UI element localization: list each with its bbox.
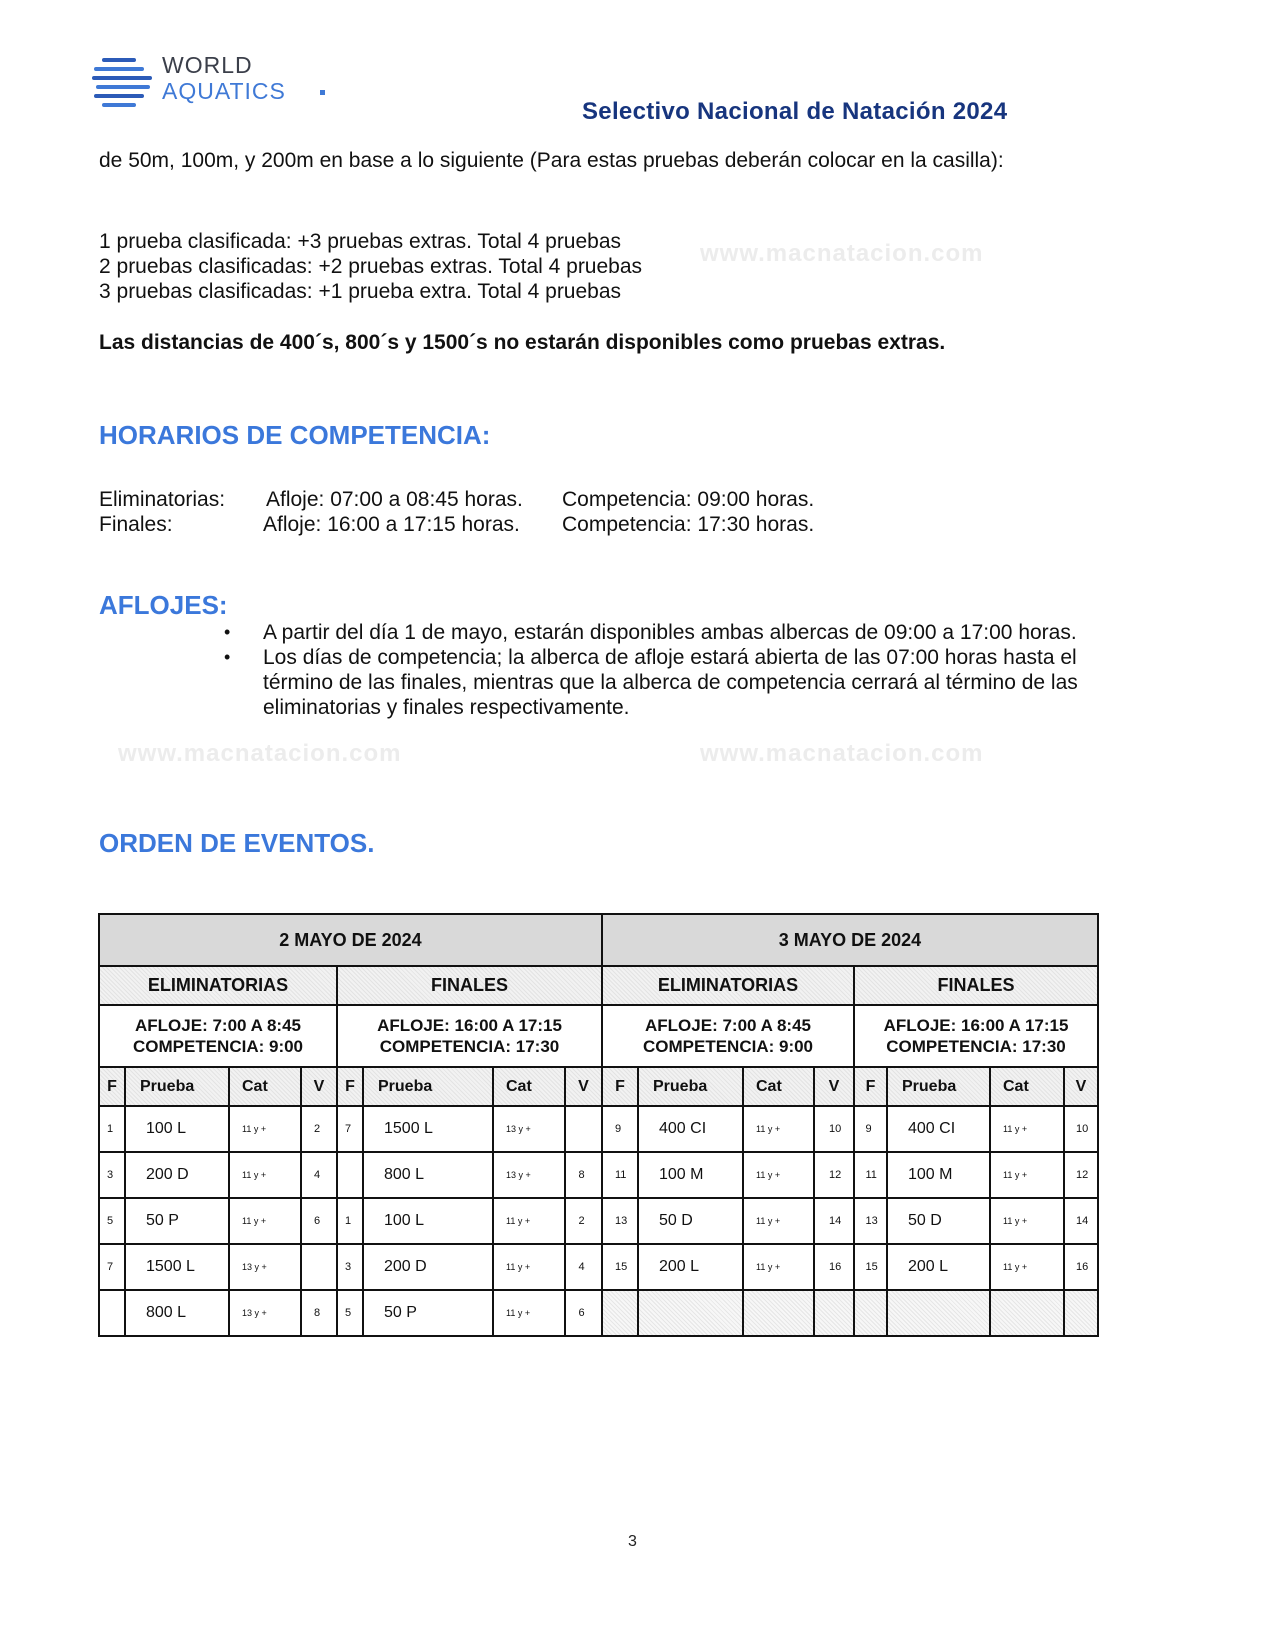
final-number-cell xyxy=(337,1198,363,1244)
final-number-cell-value: 11 xyxy=(615,1169,627,1181)
final-number-cell-value: 1 xyxy=(107,1123,114,1135)
column-header-f: F xyxy=(99,1067,125,1106)
heat-number-cell xyxy=(1064,1152,1098,1198)
logo-mark-icon xyxy=(92,56,154,108)
final-number-cell xyxy=(337,1244,363,1290)
logo-word-world: WORLD xyxy=(162,52,253,78)
horarios-label-finales: Finales: xyxy=(99,513,173,536)
afloje-time: AFLOJE: 7:00 A 8:45 xyxy=(135,1016,301,1035)
category-cell: 11 y + xyxy=(990,1106,1064,1152)
table-row xyxy=(99,1106,1098,1152)
heat-number-cell xyxy=(1064,1244,1098,1290)
prueba-cell: 800 L xyxy=(363,1152,493,1198)
column-header-cat: Cat xyxy=(990,1067,1064,1106)
category-cell: 11 y + xyxy=(743,1106,814,1152)
heat-number-cell-value: 12 xyxy=(829,1169,842,1181)
bullet-icon: • xyxy=(224,622,231,642)
prueba-cell: 100 M xyxy=(638,1152,743,1198)
day-header-2: 3 MAYO DE 2024 xyxy=(602,914,1098,966)
column-header-cat: Cat xyxy=(229,1067,301,1106)
heat-number-cell xyxy=(814,1198,854,1244)
heat-number-cell-value: 14 xyxy=(829,1215,842,1227)
horarios-afloje-finales: Afloje: 16:00 a 17:15 horas. xyxy=(263,513,520,536)
category-cell: 11 y + xyxy=(229,1198,301,1244)
prueba-cell: 1500 L xyxy=(363,1106,493,1152)
table-row xyxy=(99,1244,1098,1290)
horarios-block xyxy=(99,487,999,547)
watermark: www.macnatacion.com xyxy=(118,740,402,767)
afloje-time: AFLOJE: 16:00 A 17:15 xyxy=(377,1016,562,1035)
heat-number-cell-value: 12 xyxy=(1076,1169,1089,1181)
final-number-cell-value: 13 xyxy=(615,1215,628,1227)
heat-number-cell-value: 4 xyxy=(578,1261,585,1273)
category-cell: 11 y + xyxy=(990,1198,1064,1244)
prueba-cell: 200 L xyxy=(638,1244,743,1290)
final-number-cell xyxy=(602,1290,638,1336)
category-cell: 11 y + xyxy=(743,1152,814,1198)
prueba-cell: 1500 L xyxy=(125,1244,229,1290)
final-number-cell xyxy=(602,1152,638,1198)
column-header-cat: Cat xyxy=(493,1067,565,1106)
column-header-f: F xyxy=(337,1067,363,1106)
competencia-time: COMPETENCIA: 9:00 xyxy=(132,1037,304,1056)
final-number-cell xyxy=(337,1152,363,1198)
prueba-cell: 100 L xyxy=(363,1198,493,1244)
category-cell xyxy=(743,1290,814,1336)
column-header-prueba: Prueba xyxy=(638,1067,743,1106)
aflojes-item-2: Los días de competencia; la alberca de afloje estará abierta de las 07:00 horas hasta el término de las finales, mientras que la alberca de competencia cerrará al término de las eliminatorias y finales respectivamente. xyxy=(263,646,1078,719)
category-cell: 11 y + xyxy=(493,1244,565,1290)
section-title-horarios: HORARIOS DE COMPETENCIA: xyxy=(99,420,491,450)
heat-number-cell xyxy=(1064,1106,1098,1152)
heat-number-cell xyxy=(301,1290,337,1336)
category-cell: 11 y + xyxy=(743,1198,814,1244)
column-header-prueba: Prueba xyxy=(887,1067,990,1106)
heat-number-cell xyxy=(565,1106,602,1152)
phase-header-finales-2: FINALES xyxy=(854,966,1098,1005)
heat-number-cell xyxy=(565,1152,602,1198)
category-cell: 11 y + xyxy=(990,1244,1064,1290)
heat-number-cell xyxy=(814,1152,854,1198)
final-number-cell-value: 5 xyxy=(107,1215,114,1227)
category-cell: 11 y + xyxy=(493,1290,565,1336)
final-number-cell xyxy=(854,1244,887,1290)
table-row xyxy=(99,1152,1098,1198)
final-number-cell-value: 11 xyxy=(865,1169,877,1181)
final-number-cell-value: 1 xyxy=(345,1215,352,1227)
prueba-cell: 800 L xyxy=(125,1290,229,1336)
final-number-cell xyxy=(602,1106,638,1152)
heat-number-cell-value: 2 xyxy=(314,1123,321,1135)
prueba-cell: 100 L xyxy=(125,1106,229,1152)
competencia-time: COMPETENCIA: 17:30 xyxy=(379,1037,560,1056)
world-aquatics-logo xyxy=(92,52,332,112)
rule-line-3: 3 pruebas clasificadas: +1 prueba extra. Total 4 pruebas xyxy=(99,280,622,303)
final-number-cell xyxy=(337,1290,363,1336)
final-number-cell xyxy=(99,1244,125,1290)
final-number-cell-value: 9 xyxy=(865,1123,872,1135)
bullet-icon: • xyxy=(224,647,231,667)
category-cell: 13 y + xyxy=(229,1244,301,1290)
phase-header-eliminatorias-2: ELIMINATORIAS xyxy=(602,966,854,1005)
final-number-cell xyxy=(854,1290,887,1336)
heat-number-cell-value: 16 xyxy=(1076,1261,1089,1273)
column-header-cat: Cat xyxy=(743,1067,814,1106)
heat-number-cell-value: 16 xyxy=(829,1261,842,1273)
final-number-cell-value: 15 xyxy=(865,1261,878,1273)
notice-text: Las distancias de 400´s, 800´s y 1500´s no estarán disponibles como pruebas extras. xyxy=(99,331,946,354)
final-number-cell-value: 9 xyxy=(615,1123,622,1135)
category-cell: 13 y + xyxy=(229,1290,301,1336)
heat-number-cell xyxy=(565,1244,602,1290)
list-item xyxy=(224,620,1084,645)
table-row xyxy=(99,1290,1098,1336)
horarios-label-eliminatorias: Eliminatorias: xyxy=(99,488,226,511)
heat-number-cell-value: 10 xyxy=(1076,1123,1089,1135)
prueba-cell xyxy=(887,1290,990,1336)
aflojes-list xyxy=(224,620,1084,720)
final-number-cell-value: 7 xyxy=(345,1123,352,1135)
final-number-cell xyxy=(99,1106,125,1152)
category-cell: 13 y + xyxy=(493,1152,565,1198)
prueba-cell: 200 D xyxy=(363,1244,493,1290)
events-table xyxy=(98,913,1099,1337)
competencia-time: COMPETENCIA: 17:30 xyxy=(886,1037,1066,1056)
rule-line-2: 2 pruebas clasificadas: +2 pruebas extras. Total 4 pruebas xyxy=(99,255,643,278)
prueba-cell: 100 M xyxy=(887,1152,990,1198)
heat-number-cell xyxy=(301,1106,337,1152)
time-cell xyxy=(99,1005,337,1067)
horarios-afloje-eliminatorias: Afloje: 07:00 a 08:45 horas. xyxy=(266,488,523,511)
final-number-cell-value: 5 xyxy=(345,1307,352,1319)
category-cell: 11 y + xyxy=(743,1244,814,1290)
heat-number-cell xyxy=(814,1106,854,1152)
final-number-cell xyxy=(854,1198,887,1244)
prueba-cell: 50 D xyxy=(638,1198,743,1244)
final-number-cell xyxy=(854,1152,887,1198)
final-number-cell xyxy=(602,1198,638,1244)
prueba-cell: 50 D xyxy=(887,1198,990,1244)
heat-number-cell xyxy=(565,1198,602,1244)
final-number-cell-value: 7 xyxy=(107,1261,114,1273)
section-title-aflojes: AFLOJES: xyxy=(99,590,228,620)
column-header-v: V xyxy=(814,1067,854,1106)
final-number-cell-value: 15 xyxy=(615,1261,628,1273)
column-header-f: F xyxy=(602,1067,638,1106)
category-cell: 11 y + xyxy=(493,1198,565,1244)
watermark: www.macnatacion.com xyxy=(700,740,984,767)
heat-number-cell xyxy=(301,1152,337,1198)
category-cell: 11 y + xyxy=(229,1106,301,1152)
category-cell: 13 y + xyxy=(493,1106,565,1152)
column-header-f: F xyxy=(854,1067,887,1106)
heat-number-cell xyxy=(565,1290,602,1336)
afloje-time: AFLOJE: 16:00 A 17:15 xyxy=(883,1016,1069,1035)
heat-number-cell xyxy=(814,1290,854,1336)
category-cell xyxy=(990,1290,1064,1336)
prueba-cell: 400 CI xyxy=(638,1106,743,1152)
category-cell: 11 y + xyxy=(990,1152,1064,1198)
heat-number-cell-value: 2 xyxy=(578,1215,585,1227)
final-number-cell-value: 13 xyxy=(865,1215,878,1227)
heat-number-cell-value: 4 xyxy=(314,1169,321,1181)
column-header-v: V xyxy=(301,1067,337,1106)
section-title-orden: ORDEN DE EVENTOS. xyxy=(99,828,375,858)
watermark: www.macnatacion.com xyxy=(700,240,984,267)
heat-number-cell xyxy=(301,1198,337,1244)
prueba-cell: 200 L xyxy=(887,1244,990,1290)
prueba-cell: 400 CI xyxy=(887,1106,990,1152)
heat-number-cell xyxy=(1064,1290,1098,1336)
time-cell xyxy=(337,1005,602,1067)
horarios-competencia-finales: Competencia: 17:30 horas. xyxy=(562,513,815,536)
heat-number-cell-value: 6 xyxy=(314,1215,321,1227)
column-header-prueba: Prueba xyxy=(363,1067,493,1106)
rule-line-1: 1 prueba clasificada: +3 pruebas extras. Total 4 pruebas xyxy=(99,230,622,253)
time-cell xyxy=(602,1005,854,1067)
header-title: Selectivo Nacional de Natación 2024 xyxy=(582,98,1008,125)
heat-number-cell-value: 6 xyxy=(578,1307,585,1319)
prueba-cell xyxy=(638,1290,743,1336)
final-number-cell xyxy=(99,1290,125,1336)
heat-number-cell xyxy=(301,1244,337,1290)
column-header-v: V xyxy=(1064,1067,1098,1106)
prueba-cell: 50 P xyxy=(363,1290,493,1336)
final-number-cell xyxy=(99,1152,125,1198)
table-row xyxy=(99,1198,1098,1244)
prueba-cell: 200 D xyxy=(125,1152,229,1198)
final-number-cell-value: 3 xyxy=(107,1169,114,1181)
heat-number-cell xyxy=(1064,1198,1098,1244)
final-number-cell xyxy=(99,1198,125,1244)
column-header-prueba: Prueba xyxy=(125,1067,229,1106)
final-number-cell xyxy=(854,1106,887,1152)
heat-number-cell-value: 14 xyxy=(1076,1215,1089,1227)
horarios-competencia-eliminatorias: Competencia: 09:00 horas. xyxy=(562,488,815,511)
time-cell xyxy=(854,1005,1098,1067)
phase-header-finales-1: FINALES xyxy=(337,966,602,1005)
heat-number-cell-value: 8 xyxy=(578,1169,585,1181)
final-number-cell xyxy=(602,1244,638,1290)
final-number-cell xyxy=(337,1106,363,1152)
heat-number-cell-value: 10 xyxy=(829,1123,842,1135)
day-header-1: 2 MAYO DE 2024 xyxy=(99,914,602,966)
list-item xyxy=(224,645,1084,720)
logo-word-aquatics: AQUATICS xyxy=(162,78,286,104)
column-header-v: V xyxy=(565,1067,602,1106)
phase-header-eliminatorias-1: ELIMINATORIAS xyxy=(99,966,337,1005)
aflojes-item-1: A partir del día 1 de mayo, estarán disponibles ambas albercas de 09:00 a 17:00 horas. xyxy=(263,621,1077,644)
heat-number-cell-value: 8 xyxy=(314,1307,321,1319)
page-number: 3 xyxy=(628,1533,637,1550)
prueba-cell: 50 P xyxy=(125,1198,229,1244)
intro-paragraph: de 50m, 100m, y 200m en base a lo siguiente (Para estas pruebas deberán colocar en la casilla): xyxy=(99,149,1004,172)
category-cell: 11 y + xyxy=(229,1152,301,1198)
competencia-time: COMPETENCIA: 9:00 xyxy=(642,1037,814,1056)
final-number-cell-value: 3 xyxy=(345,1261,352,1273)
heat-number-cell xyxy=(814,1244,854,1290)
logo-dot xyxy=(320,90,325,95)
afloje-time: AFLOJE: 7:00 A 8:45 xyxy=(645,1016,811,1035)
